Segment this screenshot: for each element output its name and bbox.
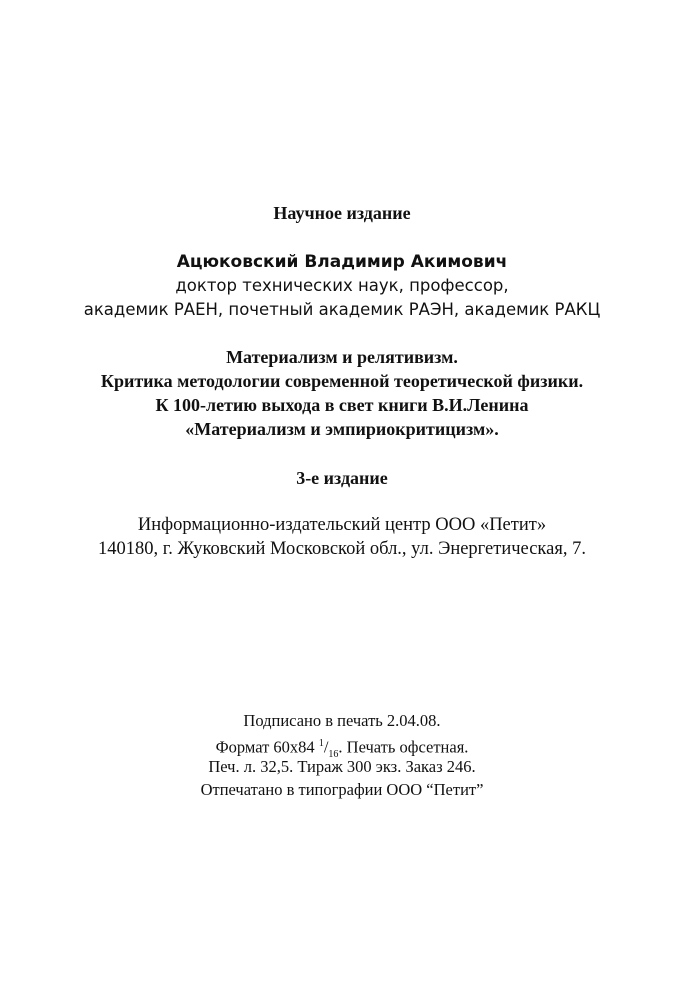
- imprint-format-numerator: 1: [318, 738, 324, 749]
- author-degree: доктор технических наук, профессор,: [175, 276, 509, 295]
- book-title-line-2: Критика методологии современной теоретической физики.: [100, 371, 584, 391]
- imprint-format: Формат 60x84 $^1/_{16}$. Печать офсетная.: [215, 737, 469, 760]
- book-title-line-1: Материализм и релятивизм.: [226, 347, 458, 367]
- imprint-format-denominator: 16: [328, 748, 339, 760]
- imprint-signed: Подписано в печать 2.04.08.: [243, 711, 441, 730]
- edition-type-heading: Научное издание: [273, 203, 411, 223]
- publisher-name: Информационно-издательский центр ООО «Петит»: [137, 515, 547, 535]
- author-titles: академик РАЕН, почетный академик РАЭН, академик РАКЦ: [83, 300, 601, 319]
- book-title-line-3: К 100-летию выхода в свет книги В.И.Ленина: [155, 395, 529, 415]
- imprint-sheets: Печ. л. 32,5. Тираж 300 экз. Заказ 246.: [208, 757, 476, 776]
- publisher-address: 140180, г. Жуковский Московской обл., ул. Энергетическая, 7.: [98, 539, 586, 559]
- book-title-line-4: «Материализм и эмпириокритицизм».: [185, 419, 499, 439]
- imprint-format-suffix: . Печать офсетная.: [338, 737, 469, 757]
- author-name: Ацюковский Владимир Акимович: [176, 252, 508, 272]
- imprint-format-prefix: Формат 60x84: [215, 737, 315, 757]
- edition-number: 3-е издание: [296, 468, 388, 488]
- imprint-printed: Отпечатано в типографии ООО “Петит”: [200, 780, 484, 799]
